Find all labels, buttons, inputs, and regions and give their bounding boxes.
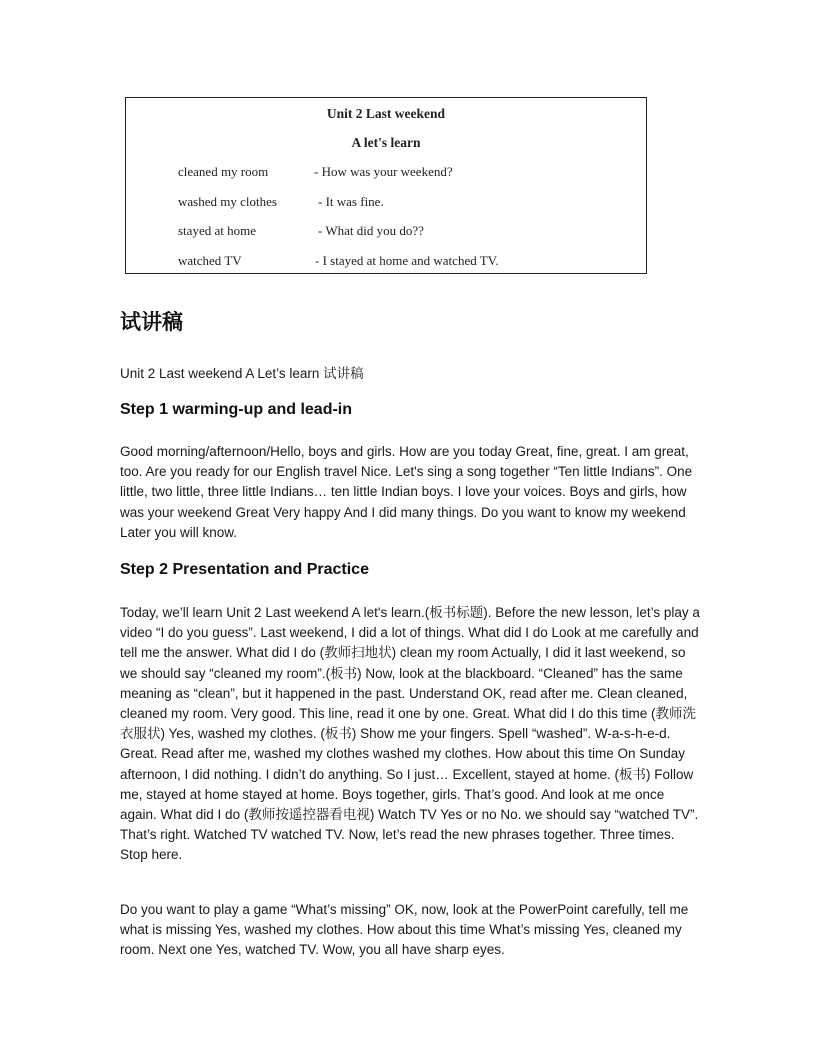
document-subtitle: Unit 2 Last weekend A Let’s learn 试讲稿 (120, 366, 364, 381)
board-dialogue: - I stayed at home and watched TV. (315, 253, 499, 268)
page-title: 试讲稿 (120, 310, 183, 334)
step1-heading: Step 1 warming-up and lead-in (120, 401, 353, 418)
step2-heading: Step 2 Presentation and Practice (120, 561, 369, 578)
board-phrase: watched TV (178, 253, 242, 268)
blackboard-design-box (125, 97, 647, 274)
board-subtitle: A let's learn (351, 135, 421, 150)
board-phrase: washed my clothes (178, 194, 277, 209)
step2-paragraph-2: Do you want to play a game “What’s missing” OK, now, look at the PowerPoint carefully, tell me what is missing Yes, washed my clothes. How about this time What’s missing Yes, cleaned my room. Next one Yes, watched TV. Wow, you all have sharp eyes. (120, 902, 689, 958)
step1-paragraph: Good morning/afternoon/Hello, boys and girls. How are you today Great, fine, great. I am great, too. Are you ready for our English travel Nice. Let's sing a song together “Ten little Indians”. One little, two little, three little Indians… ten little Indian boys. I love your voices. Boys and girls, how was your weekend Great Very happy And I did many things. Do you want to know my weekend Later you will know. (120, 444, 693, 540)
board-dialogue: - It was fine. (318, 194, 384, 209)
board-phrase: stayed at home (178, 223, 256, 238)
board-title: Unit 2 Last weekend (326, 106, 446, 121)
step2-paragraph-1: Today, we’ll learn Unit 2 Last weekend A let's learn.(板书标题). Before the new lesson, let’s play a video “I do you guess”. Last weekend, I did a lot of things. What did I do Look at me carefully and tell me the answer. What did I do (教师扫地状) clean my room Actually, I did it last weekend, so we should say “cleaned my room”.(板书) Now, look at the blackboard. “Cleaned” has the same meaning as “clean”, but it happened in the past. Understand OK, read after me. Clean cleaned, cleaned my room. Very good. This line, read it one by one. Great. What did I do this time (教师洗衣服状) Yes, washed my clothes. (板书) Show me your fingers. Spell “washed”. W-a-s-h-e-d. Great. Read after me, washed my clothes washed my clothes. How about this time On Sunday afternoon, I did nothing. I didn’t do anything. So I just… Excellent, stayed at home. (板书) Follow me, stayed at home stayed at home. Boys together, girls. That’s good. And look at me once again. What did I do (教师按遥控器看电视) Watch TV Yes or no No. we should say “watched TV”. That’s right. Watched TV watched TV. Now, let’s read the new phrases together. Three times. Stop here. (120, 605, 700, 863)
board-dialogue: - How was your weekend? (314, 164, 453, 179)
board-phrase: cleaned my room (178, 164, 269, 179)
board-dialogue: - What did you do?? (318, 223, 424, 238)
